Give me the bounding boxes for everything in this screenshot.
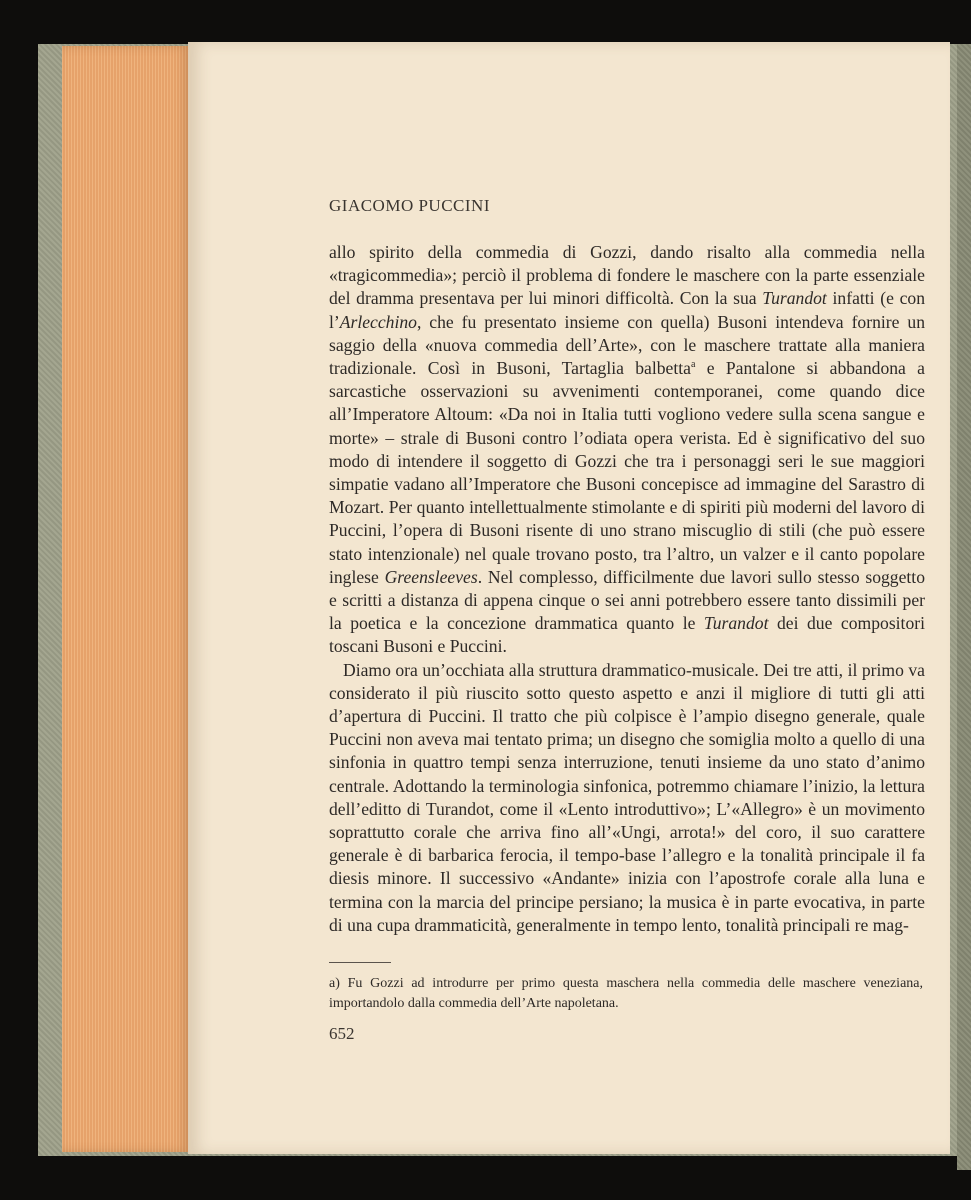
text-run: infatti (e con l’ [329, 288, 925, 332]
footnote: a) Fu Gozzi ad introdurre per primo questa maschera nella commedia delle maschere veneziana, importandolo dalla commedia dell’Arte napoletana. [329, 976, 923, 1011]
body-paragraph [329, 659, 925, 937]
text-run: allo spirito della commedia di Gozzi, dando risalto alla commedia nella «tragicommedia»; perciò il problema di fondere le maschere con la parte essenziale del dramma presentava per lui minori difficoltà. Con la sua [329, 242, 925, 309]
footnote-marker: a [690, 359, 696, 371]
book-cover-edge [957, 44, 971, 1170]
body-text [329, 241, 925, 937]
text-run: Diamo ora un’occhiata alla struttura drammatico-musicale. Dei tre atti, il primo va considerato il più riuscito sotto questo aspetto e anzi il migliore di tutti gli atti d’apertura di Puccini. Il tratto che più colpisce è l’ampio disegno generale, quale Puccini non aveva mai tentato prima; un disegno che somiglia molto a quello di una sinfonia in quattro tempi senza interruzione, tenuti insieme da uno stato d’animo centrale. Adottando la terminologia sinfonica, potremmo chiamare l’inizio, la lettura dell’editto di Turandot, come il «Lento introduttivo»; L’«Allegro» è un movimento soprattutto corale che arriva fino all’«Ungi, arrota!» del coro, il suo carattere generale è di barbarica ferocia, il tempo-base l’allegro e la tonalità principale il fa diesis minore. Il successivo «Andante» inizia con l’apostrofe corale alla luna e termina con la marcia del principe persiano; la musica è in parte evocativa, in parte di una cupa drammaticità, generalmente in tempo lento, tonalità principali re mag- [329, 659, 925, 935]
italic-title: Greensleeves [384, 566, 478, 587]
text-run: e Pantalone si abbandona a sarcastiche osservazioni su avvenimenti contemporanei, come quando dice all’Imperatore Altoum: «Da noi in Italia tutti vogliono vedere sulla scena sangue e morte» – strale di Busoni contro l’odiata opera verista. Ed è significativo del suo modo di intendere il soggetto di Gozzi che tra i personaggi seri le sue maggiori simpatie vadano all’Imperatore che Busoni concepisce ad immagine del Sarastro di Mozart. Per quanto intellettualmente stimolante e di spiriti più moderni del lavoro di Puccini, l’opera di Busoni risente di uno strano miscuglio di stili (che può essere stato intenzionale) nel quale trovano posto, tra l’altro, un valzer e il canto popolare inglese [329, 358, 925, 587]
running-head: GIACOMO PUCCINI [329, 196, 490, 215]
text-run: , che fu presentato insieme con quella) Busoni intendeva fornire un saggio della «nuova commedia dell’Arte», con le maschere trattate alla maniera tradizionale. Così in Busoni, Tartaglia balbetta [329, 311, 925, 379]
italic-title: Arlecchino [339, 311, 417, 332]
page-number: 652 [329, 1024, 355, 1043]
body-paragraph [329, 241, 925, 659]
text-run: dei due compositori toscani Busoni e Puccini. [329, 613, 925, 657]
italic-title: Turandot [703, 613, 769, 634]
text-run: . Nel complesso, difficilmente due lavori sullo stesso soggetto e scritti a distanza di appena cinque o sei anni potrebbero essere tanto dissimili per la poetica e la concezione drammatica quanto le [329, 566, 925, 634]
footnote-rule [329, 962, 391, 963]
italic-title: Turandot [762, 288, 827, 309]
page-block-edges [62, 46, 190, 1152]
